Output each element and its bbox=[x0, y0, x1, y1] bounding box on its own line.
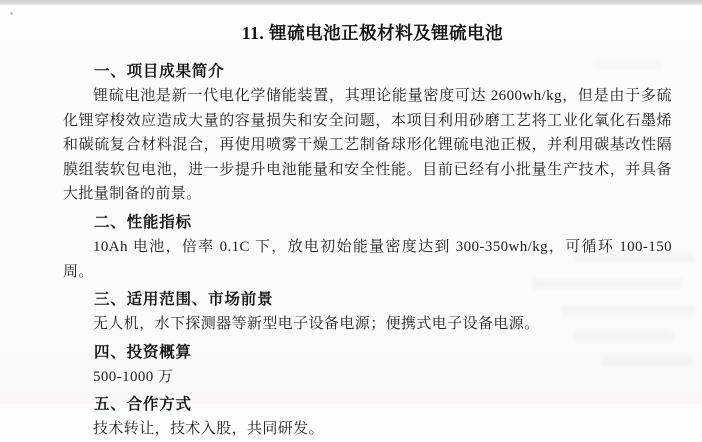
section-heading: 二、性能指标 bbox=[94, 213, 192, 231]
section-body: 锂硫电池是新一代电化学储能装置，其理论能量密度可达 2600wh/kg，但是由于多硫化锂穿梭效应造成大量的容量损失和安全问题，本项目利用砂磨工艺将工业化氧化石墨烯和碳硫复合材料混合，再使用喷雾干燥工艺制备球形化锂硫电池正极，并利用碳基改性隔膜组装软包电池，进一步提升电池能量和安全性能。目前已经有小批量生产技术，并具备大批量制备的前景。 bbox=[63, 88, 672, 203]
section-body: 无人机，水下探测器等新型电子设备电源；便携式电子设备电源。 bbox=[93, 316, 540, 333]
section-body: 500-1000 万 bbox=[93, 368, 174, 385]
section-investment-estimate bbox=[63, 340, 672, 390]
section-body: 技术转让，技术入股，共同研发。 bbox=[93, 421, 325, 438]
section-heading: 四、投资概算 bbox=[94, 343, 192, 361]
section-project-summary bbox=[63, 59, 672, 207]
document-body bbox=[0, 5, 702, 442]
section-cooperation-mode bbox=[63, 392, 672, 442]
section-heading: 一、项目成果简介 bbox=[94, 63, 225, 80]
page-title: 11. 锂硫电池正极材料及锂硫电池 bbox=[241, 23, 504, 43]
section-heading: 五、合作方式 bbox=[94, 396, 192, 414]
section-body: 10Ah 电池，倍率 0.1C 下，放电初始能量密度达到 300-350wh/kg，可循环 100-150 周。 bbox=[63, 238, 672, 280]
section-application-scope bbox=[63, 287, 672, 337]
section-performance-metrics bbox=[63, 210, 672, 284]
section-heading: 三、适用范围、市场前景 bbox=[94, 291, 274, 309]
